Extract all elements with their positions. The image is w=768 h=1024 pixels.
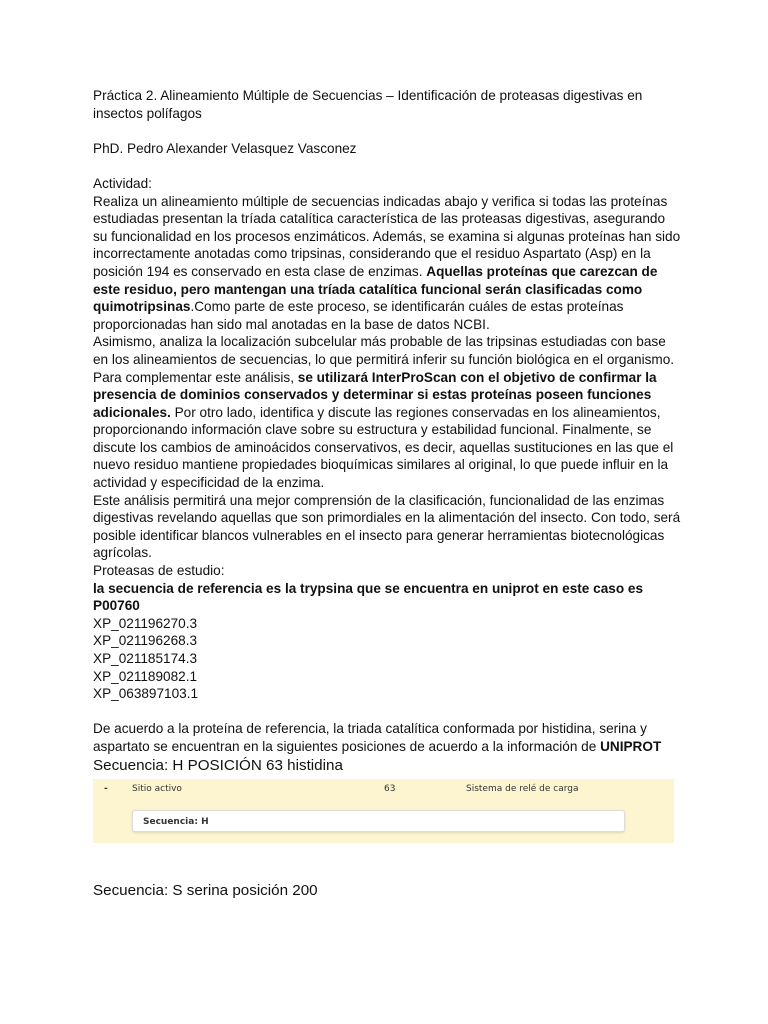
accession-item: XP_063897103.1 xyxy=(93,686,199,702)
p2-part-b-bold: se utilizará InterProScan con el objetivo de confirmar la presencia de dominios conservados y determinar si estas proteínas poseen funciones adicionales. xyxy=(93,369,657,420)
triad-paragraph xyxy=(93,720,683,755)
spacer xyxy=(93,843,683,881)
accession-item: XP_021189082.1 xyxy=(93,668,198,684)
p2-part-a: Asimismo, analiza la localización subcelular más probable de las tripsinas estudiadas con base en los alineamientos de secuencias, lo que permitirá inferir su función biológica en el organismo. Para complementar este análisis, xyxy=(93,334,675,385)
sequence-h-label: Secuencia xyxy=(93,756,164,774)
triad-text: De acuerdo a la proteína de referencia, la triada catalítica conformada por histidina, serina y aspartato se encuentran en la siguientes posiciones de acuerdo a la información de xyxy=(93,721,647,754)
accession-item: XP_021185174.3 xyxy=(93,651,198,666)
sequence-h-heading xyxy=(93,756,683,776)
sequence-s-rest: S serina posición 200 xyxy=(168,881,318,899)
p1-part-b-bold: Aquellas proteínas que carezcan de este residuo, pero mantengan una tríada catalítica funcional serán clasificadas como quimotripsinas xyxy=(93,263,658,315)
document-page xyxy=(93,87,683,901)
sequence-h-rest: H POSICIÓN 63 histidina xyxy=(168,756,343,774)
accession-item: XP_021196268.3 xyxy=(93,633,198,649)
document-title: Práctica 2. Alineamiento Múltiple de Secuencias – Identificación de proteasas digestivas en insectos polífagos xyxy=(93,88,643,121)
spacer xyxy=(93,157,683,175)
spacer xyxy=(93,703,683,721)
feature-description: Sistema de relé de carga xyxy=(466,783,579,794)
uniprot-feature-row xyxy=(93,779,674,799)
activity-paragraph-1 xyxy=(93,193,683,334)
activity-label: Actividad: xyxy=(93,175,152,191)
reference-sequence-text: la secuencia de referencia es la trypsina que se encuentra en uniprot en este caso es P00760 xyxy=(93,580,644,614)
proteases-label: Proteasas de estudio: xyxy=(93,563,225,579)
sequence-h-colon: : xyxy=(163,756,169,774)
activity-paragraph-3: Este análisis permitirá una mejor comprensión de la clasificación, funcionalidad de las enzimas digestivas revelando aquellas que son primordiales en la alimentación del insecto. Con todo, será posible identificar blancos vulnerables en el insecto para generar herramientas biotecnológicas agrícolas. xyxy=(93,492,681,561)
sequence-card: Secuencia: H xyxy=(132,810,625,832)
accession-item: XP_021196270.3 xyxy=(93,615,198,631)
collapse-toggle-icon[interactable]: - xyxy=(104,783,108,794)
uniprot-feature-panel xyxy=(93,779,674,843)
p1-part-c: .Como parte de este proceso, se identificarán cuáles de estas proteínas proporcionadas han sido mal anotadas en la base de datos NCBI. xyxy=(93,299,624,332)
spacer xyxy=(93,122,683,140)
p1-part-a: Realiza un alineamiento múltiple de secuencias indicadas abajo y verifica si todas las proteínas estudiadas presentan la tríada catalítica característica de las proteasas digestivas, asegurando su funcionalidad en los procesos enzimáticos. Además, se examina si algunas proteínas han sido incorrectamente anotadas como tripsinas, considerando que el residuo Aspartato (Asp) en la posición 194 es conservado en esta clase de enzimas. xyxy=(93,193,681,279)
feature-position: 63 xyxy=(384,783,396,794)
document-author: PhD. Pedro Alexander Velasquez Vasconez xyxy=(93,140,357,156)
feature-type: Sitio activo xyxy=(132,783,182,794)
sequence-s-colon: : xyxy=(163,881,169,899)
sequence-s-label: Secuencia xyxy=(93,881,164,899)
p2-part-c: Por otro lado, identifica y discute las regiones conservadas en los alineamientos, proporcionando información clave sobre su estructura y estabilidad funcional. Finalmente, se discute los cambios de aminoácidos conservativos, es decir, aquellas sustituciones en las que el nuevo residuo mantiene propiedades bioquímicas similares al original, lo que puede influir en la actividad y especificidad de la enzima. xyxy=(93,404,674,491)
activity-paragraph-2 xyxy=(93,333,683,491)
sequence-s-heading xyxy=(93,881,683,901)
triad-bold-uniprot: UNIPROT xyxy=(600,738,662,754)
